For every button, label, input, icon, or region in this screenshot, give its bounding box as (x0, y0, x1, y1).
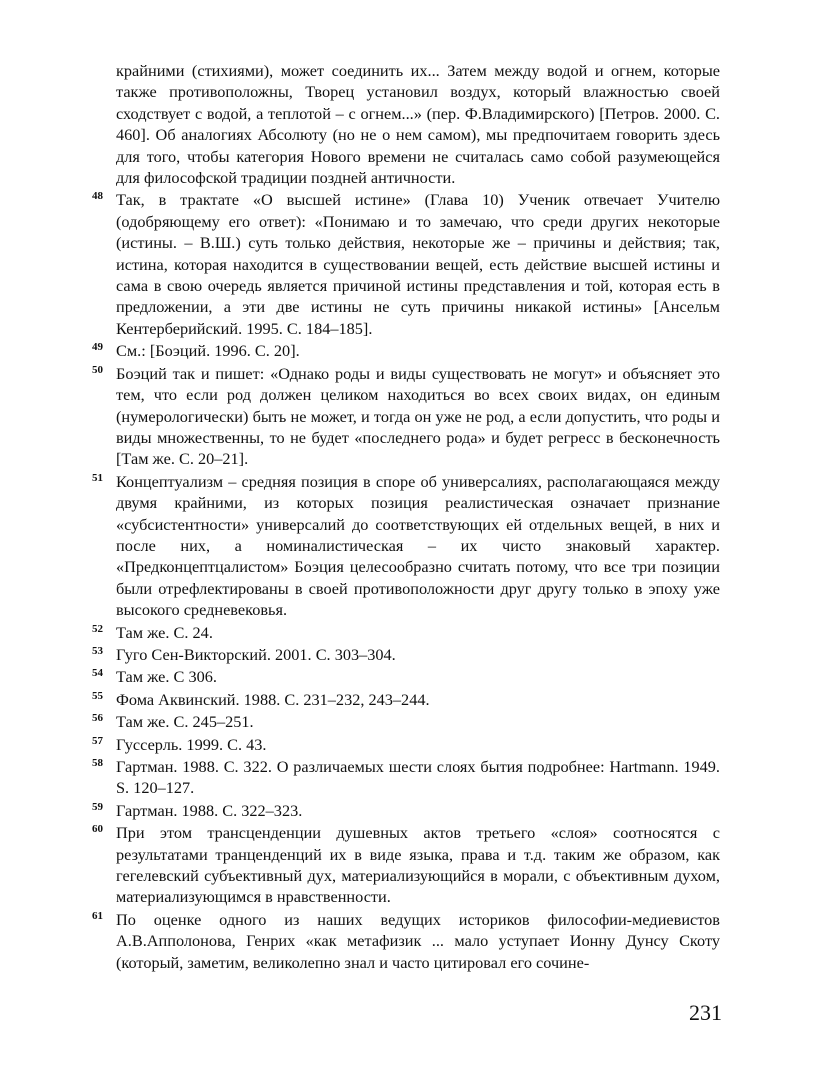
footnote-text: Так, в трактате «О высшей истине» (Глава 10) Ученик отвечает Учителю (одобряющему его ответ): «Понимаю и то замечаю, что среди других некоторые (истины. – В.Ш.) суть только действия, некоторые же – причины и действия; так, истина, которая находится в существовании вещей, есть действие высшей истины и сама в свою очередь является причиной истины представления и той, которая есть в предложении, а эти две истины не суть причины никакой истины» [Ансельм Кентерберийский. 1995. С. 184–185]. (116, 190, 720, 338)
footnote-text: При этом трансценденции душевных актов третьего «слоя» соотносятся с результатами транценденций их в виде языка, права и т.д. таким же образом, как гегелевский субъективный дух, материализующийся в морали, с объективным духом, материализующимся в нравственности. (116, 823, 720, 907)
footnote-text: Гуго Сен-Викторский. 2001. С. 303–304. (116, 644, 396, 664)
footnote-number: 58 (92, 757, 103, 769)
footnote-number: 55 (92, 689, 103, 702)
page-number: 231 (689, 1000, 722, 1025)
footnote-text: См.: [Боэций. 1996. С. 20]. (116, 341, 300, 361)
footnote-number: 59 (92, 800, 103, 813)
footnote-list (92, 189, 720, 973)
footnote-number: 57 (92, 734, 103, 747)
footnote-number: 53 (92, 644, 103, 657)
footnote-item (92, 800, 720, 821)
footnote-item (92, 909, 720, 973)
footnote-text: Боэций так и пишет: «Однако роды и виды существовать не могут» и объясняет это тем, что если род должен целиком находиться во всех своих видах, он единым (нумерологически) быть не может, и тогда он уже не род, а если допустить, что роды и виды множественны, то не будет «последнего рода» и будет регресс в бесконечность [Там же. С. 20–21]. (116, 363, 720, 469)
footnote-text: По оценке одного из наших ведущих историков философии-медиевистов А.В.Апполонова, Генрих «как метафизик ... мало уступает Ионну Дунсу Скоту (который, заметим, великолепно знал и часто цитировал его сочине- (116, 909, 720, 972)
footnote-text: Концептуализм – средняя позиция в споре об универсалиях, располагающаяся между двумя крайними, из которых позиция реалистическая означает признание «субсистентности» универсалий до соответствующих ей отдельных вещей, в них и после них, а номиналистическая – их чисто знаковый характер. «Предконцептцалистом» Боэция целесообразно считать потому, что все три позиции были отрефлектированы в своей противоположности друг другу только в эпоху уже высокого средневековья. (116, 471, 720, 620)
footnote-item (92, 756, 720, 799)
footnote-number: 50 (92, 363, 103, 376)
footnote-text: Фома Аквинский. 1988. С. 231–232, 243–244. (116, 689, 430, 709)
footnote-item (92, 734, 720, 755)
footnote-number: 49 (92, 341, 103, 354)
footnote-item (92, 689, 720, 710)
footnote-item (92, 644, 720, 665)
footnote-number: 61 (92, 909, 103, 922)
footnote-text: Гуссерль. 1999. С. 43. (116, 734, 267, 754)
footnote-text: Там же. С. 245–251. (116, 712, 254, 732)
footnote-item (92, 622, 720, 643)
footnote-item (92, 189, 720, 339)
footnote-text: Там же. С. 24. (116, 622, 213, 642)
footnotes-block (92, 60, 720, 974)
footnote-item (92, 340, 720, 361)
footnote-item (92, 822, 720, 908)
footnote-text: Гартман. 1988. С. 322–323. (116, 800, 303, 820)
footnote-number: 52 (92, 622, 103, 635)
footnote-text: Там же. С 306. (116, 667, 217, 687)
footnote-item (92, 666, 720, 687)
footnote-item (92, 363, 720, 470)
footnote-item (92, 471, 720, 621)
footnote-number: 56 (92, 712, 103, 725)
footnote-item (92, 711, 720, 732)
footnote-number: 54 (92, 667, 103, 680)
footnote-continuation: крайними (стихиями), может соединить их... Затем между водой и огнем, которые также противоположны, Творец установил воздух, который влажностью своей сходствует с водой, а теплотой – с огнем...» (пер. Ф.Владимирского) [Петров. 2000. С. 460]. Об аналогиях Абсолюту (но не о нем самом), мы предпочитаем говорить здесь для того, чтобы категория Нового времени не считалась само собой разумеющейся для философской традиции поздней античности. (116, 61, 720, 188)
footnote-text: Гартман. 1988. С. 322. О различаемых шести слоях бытия подробнее: Hartmann. 1949. S. 120–127. (116, 757, 720, 798)
footnote-number: 48 (92, 190, 103, 203)
footnote-number: 60 (92, 823, 103, 836)
footnote-number: 51 (92, 471, 103, 484)
